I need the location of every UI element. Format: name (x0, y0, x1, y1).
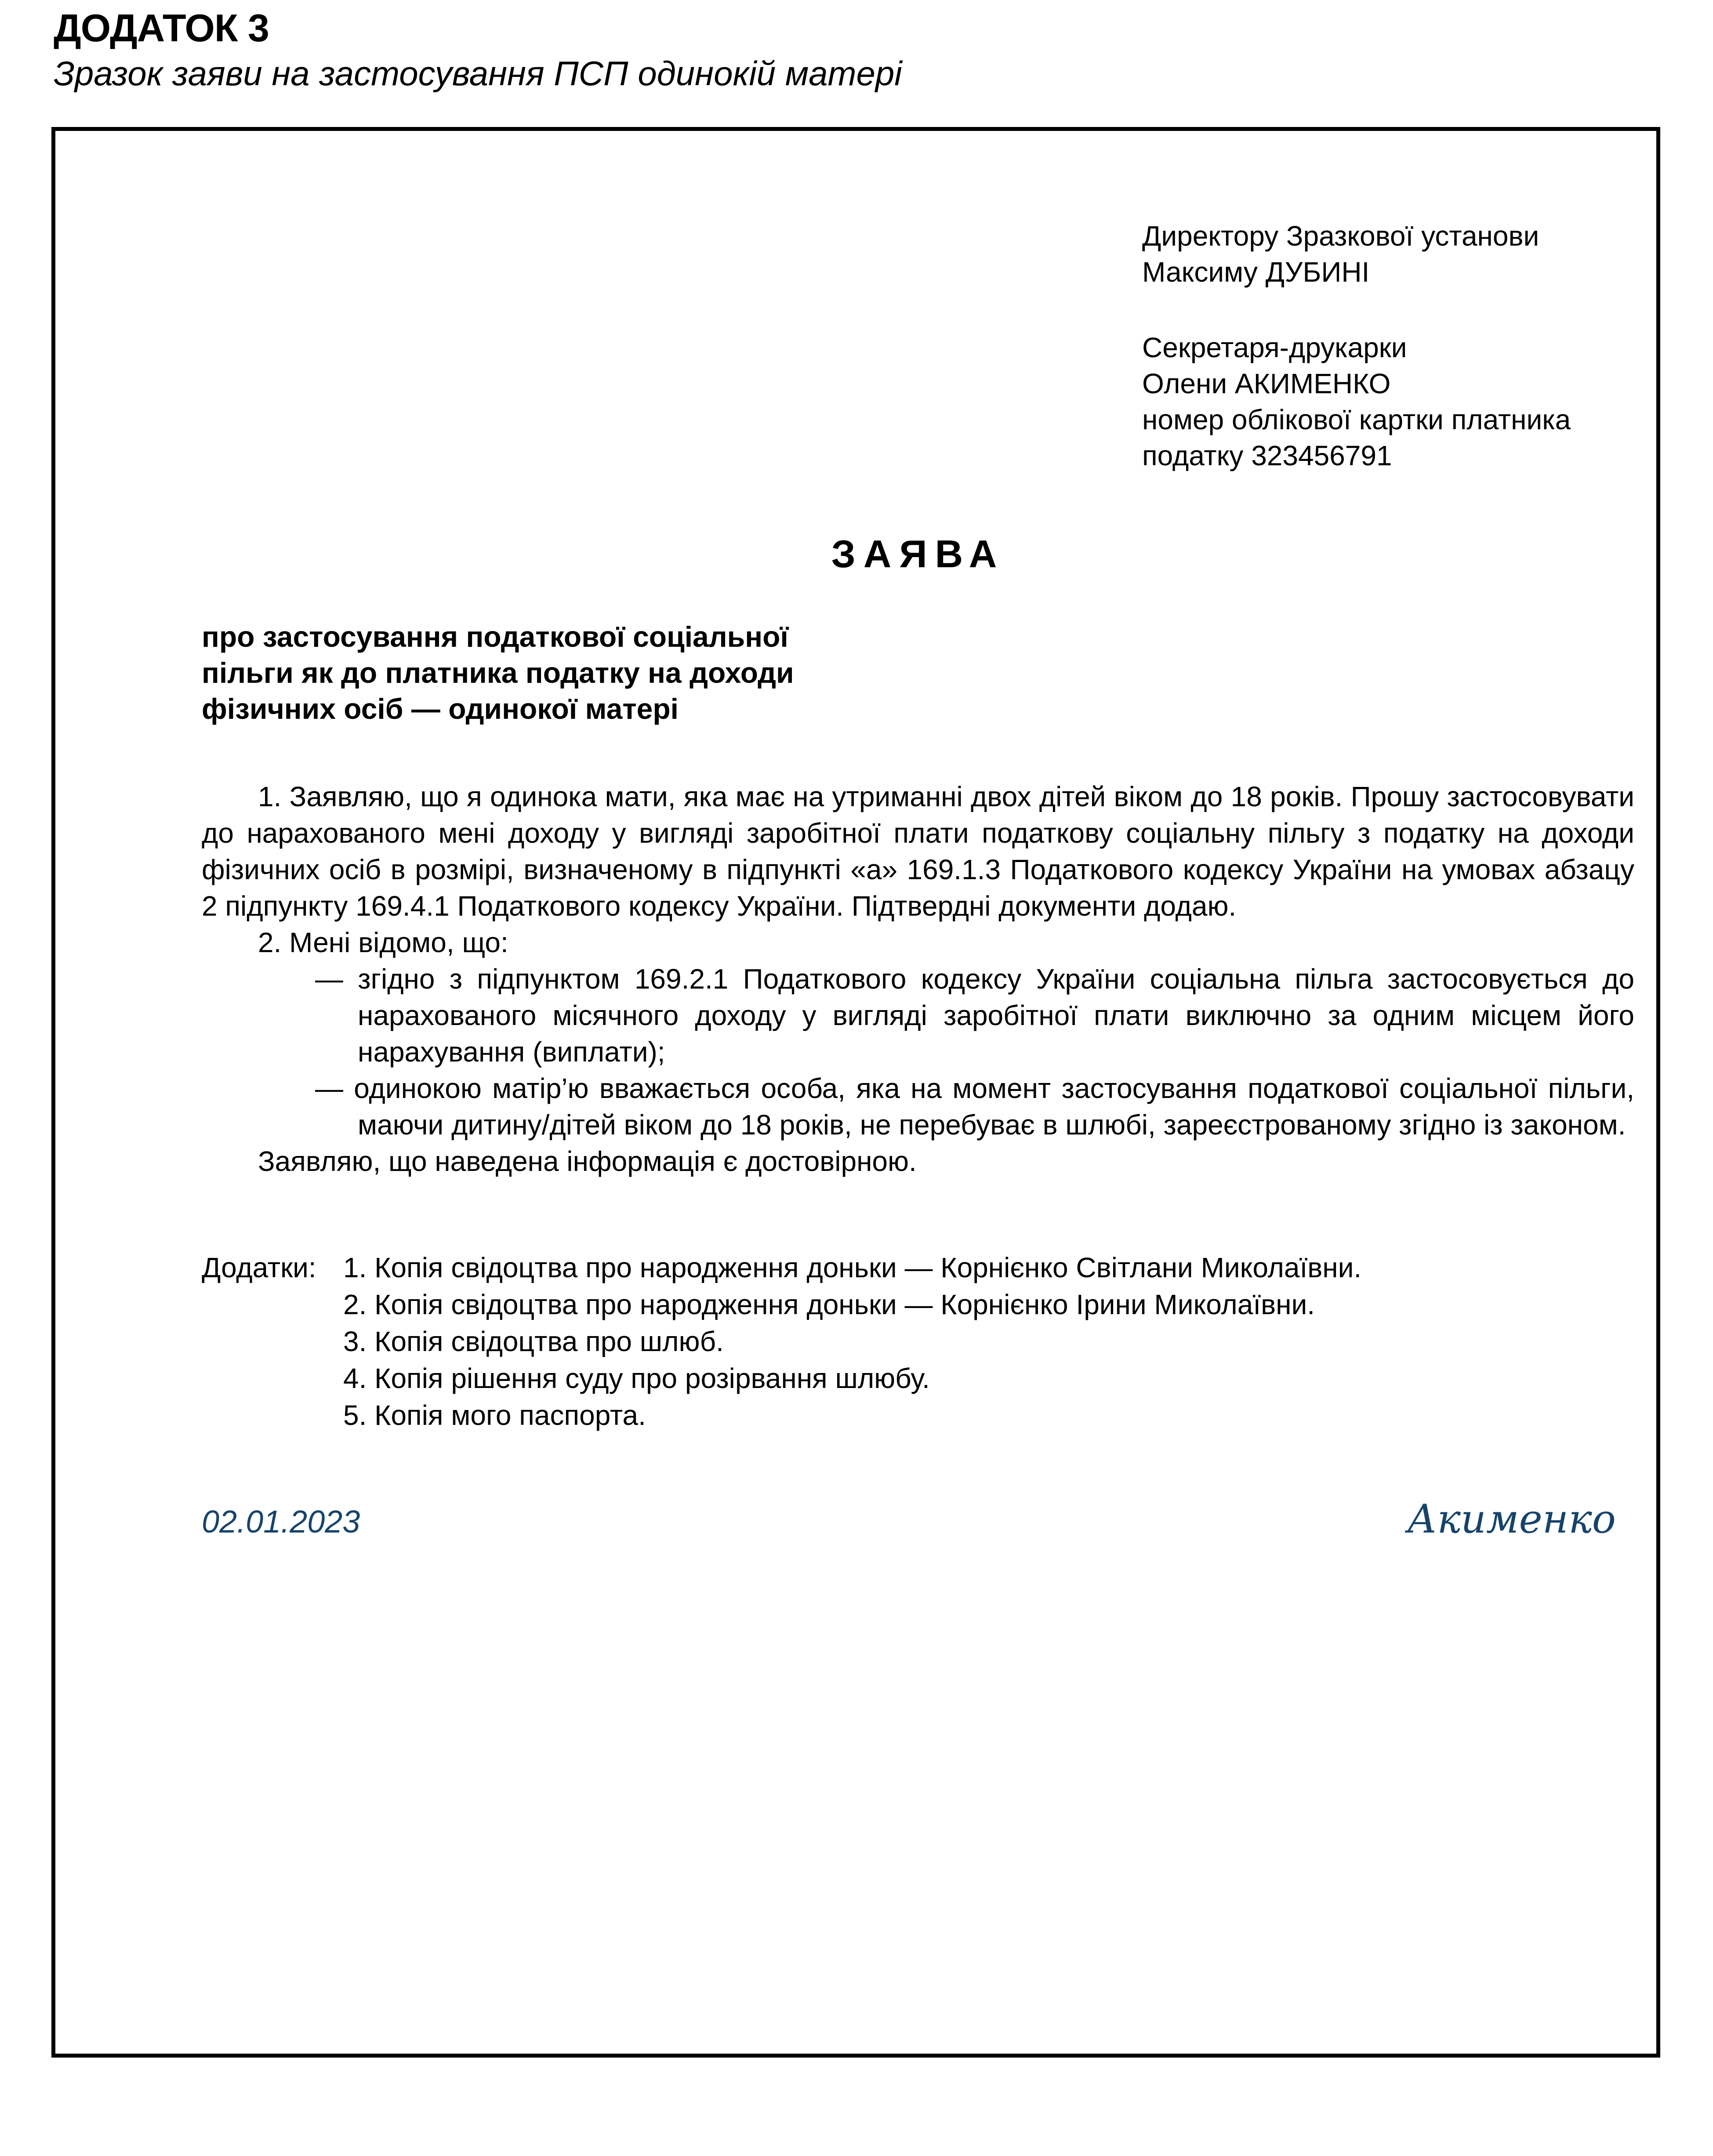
addressee-to-line: Максиму ДУБИНІ (1142, 256, 1370, 288)
attachment-item: 5. Копія мого паспорта. (343, 1399, 646, 1431)
addressee-from-group (1142, 330, 1634, 474)
document-date: 02.01.2023 (202, 1504, 360, 1540)
addressee-from-line: Секретаря-друкарки (1142, 331, 1407, 363)
attachment-item: 4. Копія рішення суду про розірвання шлюбу. (343, 1362, 930, 1394)
appendix-label: ДОДАТОК 3 (54, 6, 269, 50)
appendix-description: Зразок заяви на застосування ПСП одинокій матері (54, 54, 902, 93)
addressee-from-line: податку 323456791 (1142, 439, 1392, 471)
attachment-item: 2. Копія свідоцтва про народження доньки — Корнієнко Ірини Миколаївни. (343, 1288, 1315, 1320)
clause-item: — згідно з підпунктом 169.2.1 Податкового кодексу України соціальна пільга застосовується до нарахованого місячного доходу у вигляді заробітної плати виключно за одним місцем його нарахування (виплати); (315, 963, 1634, 1068)
affirmation-line: Заявляю, що наведена інформація є достовірною. (258, 1145, 917, 1177)
document-sheet (51, 127, 1660, 2058)
paragraph-known-intro: 2. Мені відомо, що: (258, 926, 508, 958)
application-body (202, 779, 1634, 1180)
application-subject (202, 619, 1634, 727)
known-clauses-list (315, 961, 1634, 1143)
date-signature-row (202, 1496, 1634, 1542)
application-title: ЗАЯВА (831, 532, 1005, 576)
attachments-list (343, 1249, 1634, 1434)
attachment-item: 1. Копія свідоцтва про народження доньки — Корнієнко Світлани Миколаївни. (343, 1251, 1362, 1283)
addressee-from-line: Олени АКИМЕНКО (1142, 367, 1391, 399)
appendix-header (0, 0, 1713, 93)
clause-item: — одинокою матір’ю вважається особа, яка на момент застосування податкової соціальної пільги, маючи дитину/дітей віком до 18 років, не перебуває в шлюбі, зареєстрованому згідно із законом. (315, 1072, 1634, 1141)
signature: Акименко (1407, 1496, 1616, 1542)
application-subject-line: фізичних осіб — одинокої матері (202, 692, 679, 725)
paragraph-request: 1. Заявляю, що я одинока мати, яка має на утриманні двох дітей віком до 18 років. Прошу застосовувати до нарахованого мені доходу у вигляді заробітної плати податкову соціальну пільгу з податку на доходи фізичних осіб в розмірі, визначеному в підпункті «а» 169.1.3 Податкового кодексу України на умовах абзацу 2 підпункту 169.4.1 Податкового кодексу України. Підтвердні документи додаю. (202, 780, 1634, 922)
addressee-block (1142, 218, 1634, 474)
application-subject-line: про застосування податкової соціальної (202, 620, 788, 653)
attachment-item: 3. Копія свідоцтва про шлюб. (343, 1325, 724, 1357)
attachments-label: Додатки: (202, 1251, 316, 1283)
addressee-to-line: Директору Зразкової установи (1142, 220, 1539, 252)
attachments-block (202, 1249, 1634, 1434)
application-subject-line: пільги як до платника податку на доходи (202, 656, 794, 689)
addressee-from-line: номер облікової картки платника (1142, 403, 1571, 435)
